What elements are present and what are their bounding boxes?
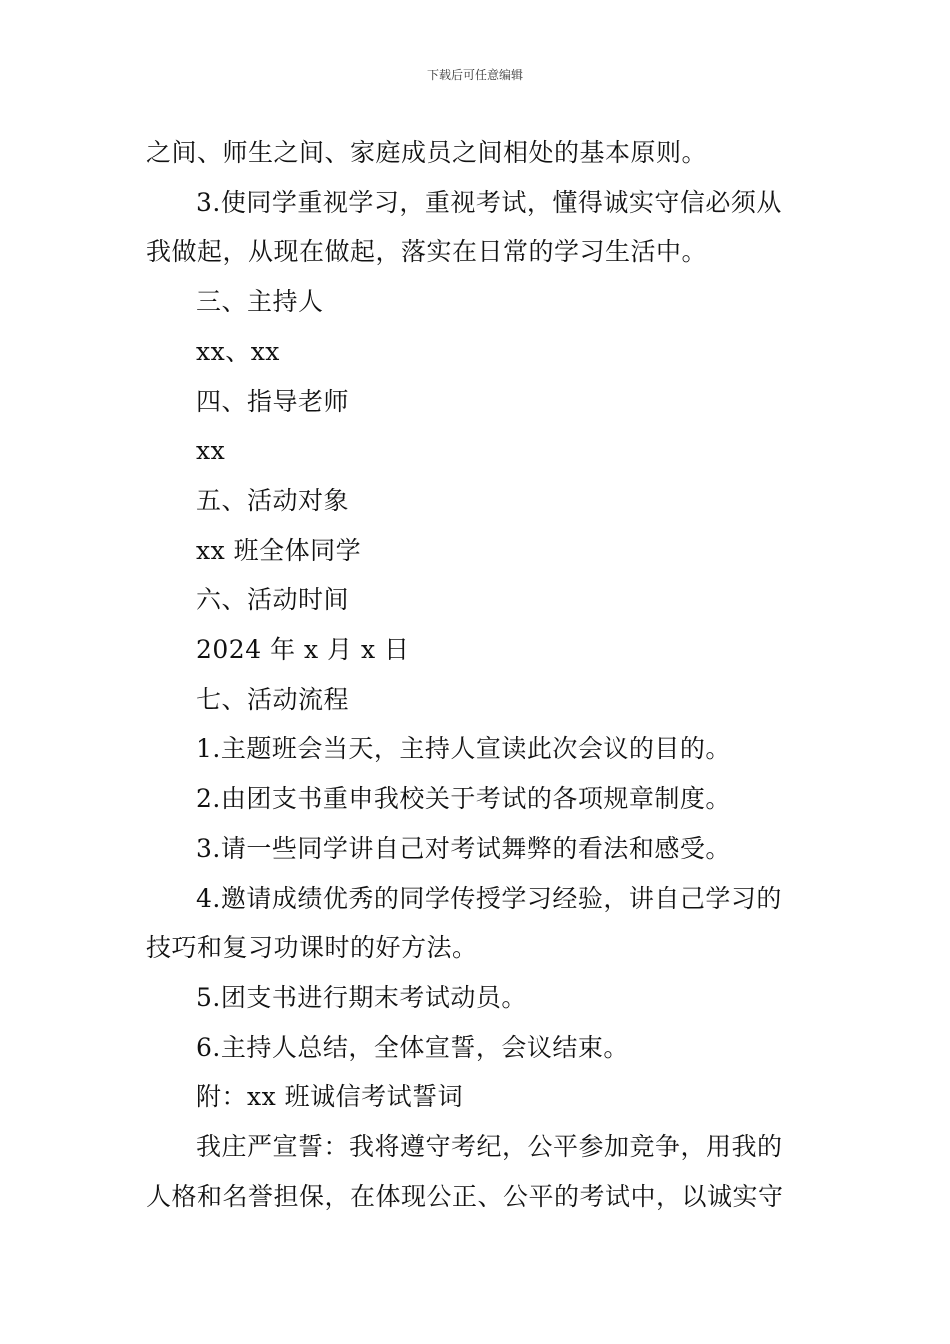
time-value: 2024 年 x 月 x 日 — [196, 635, 410, 665]
paragraph-line: 3.使同学重视学习，重视考试，懂得诚实守信必须从 — [196, 187, 782, 217]
page-header: 下载后可任意编辑 — [426, 68, 523, 82]
host-names: xx、xx — [196, 336, 280, 366]
section-heading-process: 七、活动流程 — [196, 684, 350, 714]
process-step: 1.主题班会当天，主持人宣读此次会议的目的。 — [196, 734, 731, 764]
process-step: 4.邀请成绩优秀的同学传授学习经验，讲自己学习的 — [196, 883, 782, 913]
section-heading-time: 六、活动时间 — [196, 585, 350, 615]
process-step: 2.由团支书重申我校关于考试的各项规章制度。 — [196, 784, 731, 814]
oath-text: 我庄严宣誓：我将遵守考纪，公平参加竞争，用我的 — [196, 1132, 783, 1162]
section-heading-advisor: 四、指导老师 — [196, 386, 350, 416]
process-step: 3.请一些同学讲自己对考试舞弊的看法和感受。 — [196, 833, 731, 863]
section-heading-audience: 五、活动对象 — [196, 485, 350, 515]
process-step: 6.主持人总结，全体宣誓，会议结束。 — [196, 1032, 629, 1062]
audience-value: xx 班全体同学 — [196, 535, 362, 565]
process-step: 5.团支书进行期末考试动员。 — [196, 982, 527, 1012]
section-heading-host: 三、主持人 — [196, 287, 324, 317]
appendix-title: 附：xx 班诚信考试誓词 — [196, 1082, 464, 1112]
paragraph-line: 之间、师生之间、家庭成员之间相处的基本原则。 — [146, 138, 708, 167]
oath-text-continued: 人格和名誉担保，在体现公正、公平的考试中，以诚实守 — [146, 1181, 784, 1211]
advisor-name: xx — [196, 436, 226, 466]
document-body — [146, 128, 808, 1221]
paragraph-line: 我做起，从现在做起，落实在日常的学习生活中。 — [146, 237, 708, 267]
process-step-continued: 技巧和复习功课时的好方法。 — [146, 933, 478, 963]
